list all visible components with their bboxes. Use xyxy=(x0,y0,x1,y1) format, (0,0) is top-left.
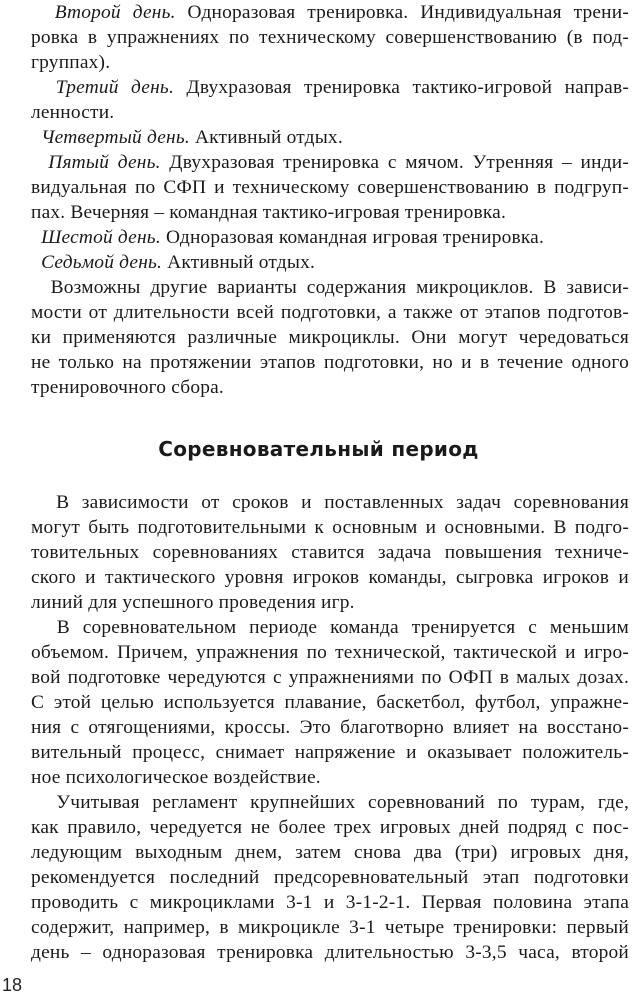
text-line: вительный процесс, снимает напряжение и оказывает положитель- xyxy=(31,742,629,763)
text-line: Седьмой день. Активный отдых. xyxy=(41,252,316,273)
text-line: линий для успешного проведения игр. xyxy=(31,592,355,613)
text-line: ского и тактического уровня игроков команды, сыгровка игроков и xyxy=(31,567,629,588)
text-line: тренировочного сбора. xyxy=(31,377,224,398)
text-line: ки применяются различные микроциклы. Они могут чередоваться xyxy=(31,327,629,348)
text-line: Возможны другие варианты содержания микроциклов. В зависи- xyxy=(50,277,629,298)
text-line: рекомендуется последний предсоревновательный этап подготовки xyxy=(31,867,629,888)
text-line: день – одноразовая тренировка длительностью 3-3,5 часа, второй xyxy=(31,942,629,963)
text-line: ровка в упражнениях по техническому совершенствованию (в под- xyxy=(31,27,629,48)
text-line: С этой целью используется плавание, баскетбол, футбол, упражне- xyxy=(31,692,629,713)
text-line: В зависимости от сроков и поставленных задач соревнования xyxy=(56,492,629,513)
text-line: пах. Вечерняя – командная тактико-игровая тренировка. xyxy=(31,202,506,223)
text-line: как правило, чередуется не более трех игровых дней подряд с пос- xyxy=(31,817,629,838)
text-line: товительных соревнованиях ставится задача повышения техниче- xyxy=(31,542,629,563)
text-line: ленности. xyxy=(31,102,115,123)
day-label: Третий день. xyxy=(55,77,175,98)
text-line: проводить с микроциклами 3-1 и 3-1-2-1. Первая половина этапа xyxy=(31,892,629,913)
text-line: Четвертый день. Активный отдых. xyxy=(41,127,343,148)
text-line: вой подготовке чередуются с упражнениями по ОФП в малых дозах. xyxy=(31,667,629,688)
text-line: видуальная по СФП и техническому совершенствованию в подгруп- xyxy=(31,177,629,198)
day-label: Второй день. xyxy=(54,2,176,23)
text-line: Третий день. Двухразовая тренировка тактико-игровой направ- xyxy=(55,77,629,98)
day-label: Седьмой день. xyxy=(41,252,163,273)
day-label: Пятый день. xyxy=(48,152,161,173)
text-line: Учитывая регламент крупнейших соревнований по турам, где, xyxy=(56,792,629,813)
text-line: мости от длительности всей подготовки, а также от этапов подготов- xyxy=(31,302,629,323)
text-line: группах). xyxy=(31,52,111,73)
day-label: Шестой день. xyxy=(41,227,161,248)
text-line: содержит, например, в микроцикле 3-1 четыре тренировки: первый xyxy=(31,917,629,938)
text-line: Шестой день. Одноразовая командная игровая тренировка. xyxy=(41,227,545,248)
text-line: ное психологическое воздействие. xyxy=(31,767,321,788)
text-line: ледующим выходным днем, затем снова два (три) игровых дня, xyxy=(31,842,629,863)
text-line: Второй день. Одноразовая тренировка. Индивидуальная трени- xyxy=(54,2,629,23)
section-heading: Соревновательный период xyxy=(158,437,479,461)
text-line: ния с отягощениями, кроссы. Это благотворно влияет на восстано- xyxy=(31,717,629,738)
page-number: 18 xyxy=(2,975,23,995)
text-line: В соревновательном периоде команда тренируется с меньшим xyxy=(56,617,629,638)
text-line: объемом. Причем, упражнения по технической, тактической и игро- xyxy=(31,642,629,663)
day-label: Четвертый день. xyxy=(41,127,190,148)
text-line: не только на протяжении этапов подготовки, но и в течение одного xyxy=(31,352,629,373)
text-line: Пятый день. Двухразовая тренировка с мячом. Утренняя – инди- xyxy=(48,152,629,173)
text-line: могут быть подготовительными к основным и основными. В подго- xyxy=(31,517,629,538)
